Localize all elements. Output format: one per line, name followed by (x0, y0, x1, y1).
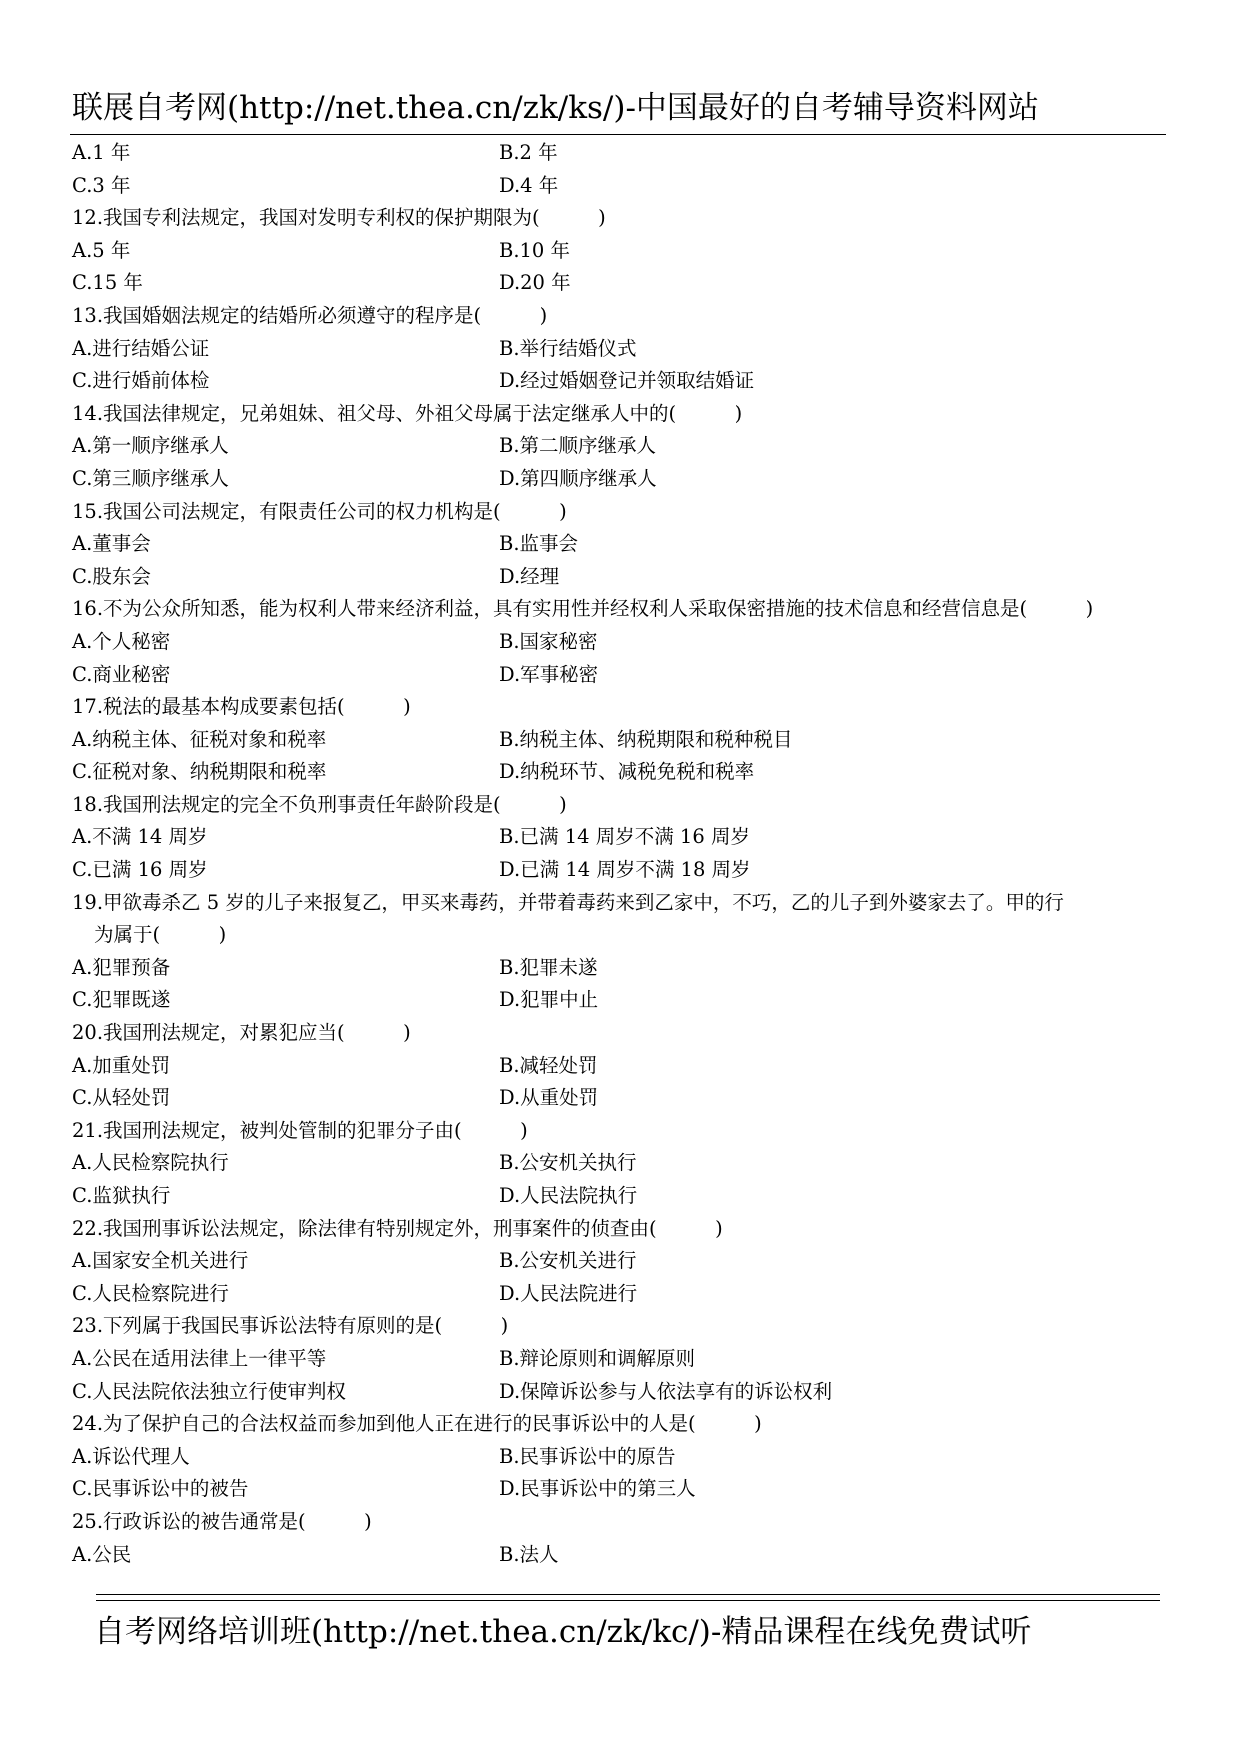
question-text: 23.下列属于我国民事诉讼法特有原则的是( ) (72, 1314, 509, 1338)
question-text: 20.我国刑法规定，对累犯应当( ) (72, 1021, 411, 1045)
option-row (72, 463, 1202, 496)
option-row (72, 659, 1202, 692)
option-row (72, 170, 1202, 203)
option-left: C.15 年 (72, 271, 143, 295)
option-row (72, 1082, 1202, 1115)
question-text: 12.我国专利法规定，我国对发明专利权的保护期限为( ) (72, 206, 606, 230)
option-left: A.犯罪预备 (72, 955, 171, 979)
option-left: C.商业秘密 (72, 662, 171, 686)
option-row (72, 333, 1202, 366)
option-row (72, 984, 1202, 1017)
exam-content (72, 137, 1202, 1571)
option-row (72, 1539, 1202, 1572)
option-row (72, 854, 1202, 887)
option-left: C.3 年 (72, 173, 131, 197)
option-right: D.经过婚姻登记并领取结婚证 (499, 369, 755, 393)
option-right: D.纳税环节、减税免税和税率 (499, 760, 755, 784)
option-right: D.4 年 (499, 173, 559, 197)
question-text: 15.我国公司法规定，有限责任公司的权力机构是( ) (72, 499, 567, 523)
option-left: A.公民在适用法律上一律平等 (72, 1346, 327, 1370)
option-row (72, 952, 1202, 985)
option-left: A.加重处罚 (72, 1053, 171, 1077)
option-row (72, 626, 1202, 659)
option-right: D.民事诉讼中的第三人 (499, 1477, 696, 1501)
option-right: B.民事诉讼中的原告 (499, 1444, 676, 1468)
question-text: 19.甲欲毒杀乙 5 岁的儿子来报复乙，甲买来毒药，并带着毒药来到乙家中，不巧，乙的儿子到外婆家去了。甲的行 (72, 890, 1064, 914)
option-left: A.第一顺序继承人 (72, 434, 229, 458)
option-left: A.1 年 (72, 141, 131, 164)
option-left: C.人民检察院进行 (72, 1281, 229, 1305)
option-row (72, 1278, 1202, 1311)
option-left: C.犯罪既遂 (72, 988, 171, 1012)
option-left: A.董事会 (72, 532, 151, 556)
option-left: C.第三顺序继承人 (72, 466, 229, 490)
option-row (72, 1343, 1202, 1376)
option-row (72, 1147, 1202, 1180)
option-left: C.已满 16 周岁 (72, 858, 208, 882)
option-right: B.犯罪未遂 (499, 955, 598, 979)
option-right: B.纳税主体、纳税期限和税种税目 (499, 727, 793, 751)
option-row (72, 821, 1202, 854)
option-right: D.犯罪中止 (499, 988, 599, 1012)
option-right: B.国家秘密 (499, 629, 598, 653)
option-left: A.不满 14 周岁 (72, 825, 208, 849)
option-left: A.个人秘密 (72, 629, 171, 653)
option-right: D.人民法院执行 (499, 1184, 638, 1207)
option-left: A.诉讼代理人 (72, 1444, 190, 1468)
header-divider (70, 134, 1166, 135)
option-left: A.5 年 (72, 238, 131, 262)
option-row (72, 528, 1202, 561)
option-left: C.征税对象、纳税期限和税率 (72, 760, 327, 784)
option-left: A.人民检察院执行 (72, 1151, 229, 1175)
option-right: D.已满 14 周岁不满 18 周岁 (499, 858, 751, 882)
option-row (72, 1180, 1202, 1213)
option-row (72, 235, 1202, 268)
option-left: C.监狱执行 (72, 1184, 171, 1207)
option-row (72, 1441, 1202, 1474)
option-left: A.进行结婚公证 (72, 336, 210, 360)
question-text: 16.不为公众所知悉，能为权利人带来经济利益，具有实用性并经权利人采取保密措施的技术信息和经营信息是( ) (72, 597, 1094, 621)
option-right: B.已满 14 周岁不满 16 周岁 (499, 825, 750, 849)
option-left: C.人民法院依法独立行使审判权 (72, 1379, 346, 1403)
option-row (72, 1376, 1202, 1409)
question-text: 17.税法的最基本构成要素包括( ) (72, 695, 411, 719)
option-left: A.国家安全机关进行 (72, 1249, 249, 1273)
option-right: B.公安机关进行 (499, 1249, 637, 1273)
option-right: B.法人 (499, 1542, 559, 1566)
option-right: B.2 年 (499, 141, 558, 164)
option-right: B.公安机关执行 (499, 1151, 637, 1175)
page-header: 联展自考网(http://net.thea.cn/zk/ks/)-中国最好的自考辅导资料网站 (72, 90, 1039, 126)
question-text: 22.我国刑事诉讼法规定，除法律有特别规定外，刑事案件的侦查由( ) (72, 1216, 723, 1240)
question-text: 13.我国婚姻法规定的结婚所必须遵守的程序是( ) (72, 303, 548, 327)
question-text: 25.行政诉讼的被告通常是( ) (72, 1509, 372, 1533)
option-right: D.保障诉讼参与人依法享有的诉讼权利 (499, 1379, 833, 1403)
option-row (72, 137, 1202, 170)
question-text: 24.为了保护自己的合法权益而参加到他人正在进行的民事诉讼中的人是( ) (72, 1412, 762, 1436)
option-right: B.举行结婚仪式 (499, 336, 637, 360)
option-row (72, 1050, 1202, 1083)
option-row (72, 561, 1202, 594)
option-row (72, 430, 1202, 463)
option-right: B.辩论原则和调解原则 (499, 1346, 696, 1370)
option-row (72, 267, 1202, 300)
option-right: B.减轻处罚 (499, 1053, 598, 1077)
option-row (72, 756, 1202, 789)
option-right: D.人民法院进行 (499, 1281, 638, 1305)
option-left: C.民事诉讼中的被告 (72, 1477, 249, 1501)
question-text: 14.我国法律规定，兄弟姐妹、祖父母、外祖父母属于法定继承人中的( ) (72, 401, 743, 425)
question-text: 18.我国刑法规定的完全不负刑事责任年龄阶段是( ) (72, 792, 567, 816)
option-row (72, 1245, 1202, 1278)
option-left: C.股东会 (72, 564, 151, 588)
option-right: B.第二顺序继承人 (499, 434, 657, 458)
question-text: 21.我国刑法规定，被判处管制的犯罪分子由( ) (72, 1118, 528, 1142)
option-left: A.纳税主体、征税对象和税率 (72, 727, 327, 751)
question-continuation: 为属于( ) (94, 923, 227, 947)
option-left: A.公民 (72, 1542, 132, 1566)
option-right: D.20 年 (499, 271, 571, 295)
option-right: D.从重处罚 (499, 1086, 599, 1110)
option-row (72, 1473, 1202, 1506)
page-footer: 自考网络培训班(http://net.thea.cn/zk/kc/)-精品课程在线免费试听 (94, 1614, 1032, 1650)
option-left: C.进行婚前体检 (72, 369, 210, 393)
option-right: D.经理 (499, 564, 560, 588)
option-right: D.第四顺序继承人 (499, 466, 657, 490)
option-row (72, 724, 1202, 757)
option-left: C.从轻处罚 (72, 1086, 171, 1110)
footer-divider (96, 1594, 1160, 1601)
option-right: B.监事会 (499, 532, 579, 556)
option-right: B.10 年 (499, 238, 571, 262)
option-right: D.军事秘密 (499, 662, 599, 686)
option-row (72, 365, 1202, 398)
